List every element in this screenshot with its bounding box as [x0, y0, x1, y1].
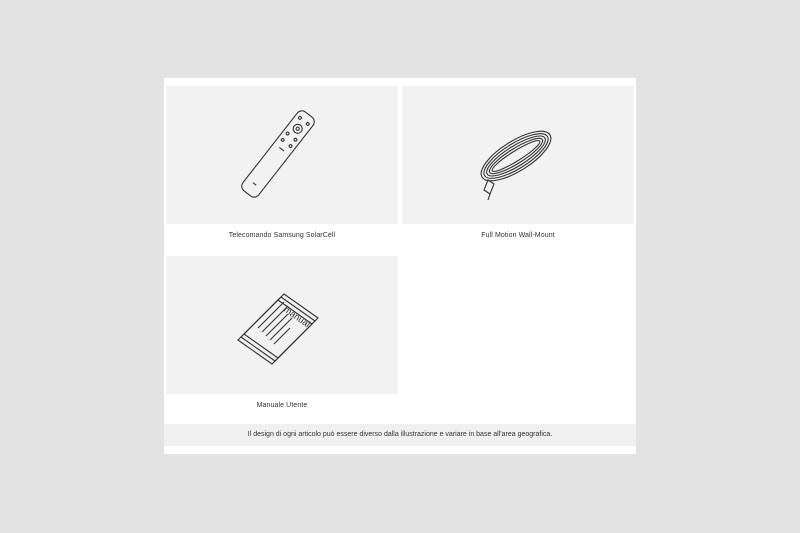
item-tile-remote: [166, 86, 398, 224]
footer-note-bar: [164, 424, 636, 446]
manual-cover-text: manual: [282, 304, 312, 330]
item-tile-wall-mount: [402, 86, 634, 224]
item-label-wall-mount: Full Motion Wall-Mount: [481, 232, 555, 239]
footer-note: Il design di ogni articolo può essere diverso dalla illustrazione e variare in base all'area geografica.: [247, 431, 553, 438]
item-label-manual: Manuale Utente: [256, 402, 308, 409]
cable-coil-icon: [402, 86, 634, 224]
item-tile-manual: [166, 256, 398, 394]
item-label-remote: Telecomando Samsung SolarCell: [228, 232, 336, 239]
accessories-sheet: [164, 78, 636, 454]
manual-icon: [166, 256, 398, 394]
remote-control-icon: [166, 86, 398, 224]
